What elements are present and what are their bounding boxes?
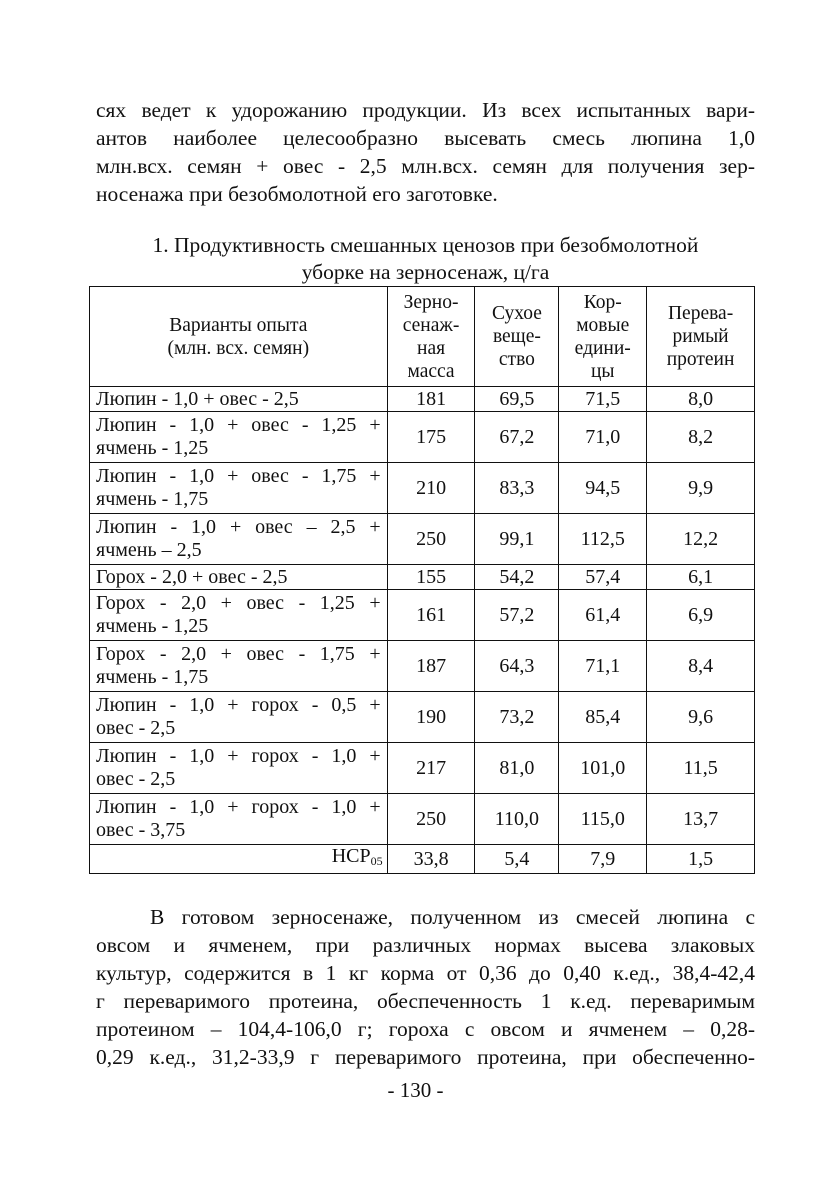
header-units-line: мовые [576, 314, 630, 336]
variant-line: овес - 2,5 [96, 768, 176, 790]
header-protein [647, 287, 755, 387]
variant-line: Горох - 2,0 + овес - 1,75 + [96, 643, 381, 665]
protein-cell: 8,4 [647, 641, 755, 692]
units-cell: 71,0 [559, 412, 647, 463]
mass-cell: 187 [387, 641, 475, 692]
header-dry-line: ство [498, 349, 535, 370]
variant-line: ячмень - 1,25 [96, 437, 209, 459]
dry-cell: 99,1 [475, 514, 559, 565]
table-row [90, 412, 755, 463]
closing-line: В готовом зерносенаже, полученном из смесей люпина с [150, 905, 755, 929]
variant-cell [90, 387, 388, 412]
variant-line: Люпин - 1,0 + горох - 1,0 + [96, 745, 381, 767]
units-cell: 57,4 [559, 565, 647, 590]
dry-cell: 110,0 [475, 794, 559, 845]
variant-line: Люпин - 1,0 + горох - 0,5 + [96, 694, 381, 716]
caption-line-2: уборке на зерносенаж, ц/га [301, 260, 550, 284]
hsr-protein-cell: 1,5 [647, 845, 755, 874]
hsr-label: НСР [331, 845, 371, 867]
variant-line: ячмень - 1,75 [96, 488, 209, 510]
units-cell: 115,0 [559, 794, 647, 845]
table-row [90, 692, 755, 743]
header-dry [475, 287, 559, 387]
header-dry-line: веще- [492, 326, 541, 347]
mass-cell: 210 [387, 463, 475, 514]
units-cell: 71,1 [559, 641, 647, 692]
table-row [90, 565, 755, 590]
closing-line: овсом и ячменем, при различных нормах высева злаковых [96, 933, 755, 957]
header-protein-line: Перева- [667, 303, 734, 324]
variant-cell [90, 692, 388, 743]
closing-paragraph [96, 903, 755, 1071]
protein-cell: 9,6 [647, 692, 755, 743]
hsr-units-cell: 7,9 [559, 845, 647, 874]
units-cell: 94,5 [559, 463, 647, 514]
variant-line: Люпин - 1,0 + горох - 1,0 + [96, 796, 381, 818]
table-row [90, 463, 755, 514]
header-units [559, 287, 647, 387]
closing-line: 0,29 к.ед., 31,2-33,9 г переваримого протеина, при обеспеченно- [96, 1045, 755, 1069]
dry-cell: 57,2 [475, 590, 559, 641]
variant-cell [90, 641, 388, 692]
header-mass-line: сенаж- [402, 314, 460, 336]
table-row [90, 641, 755, 692]
dry-cell: 73,2 [475, 692, 559, 743]
header-mass [387, 287, 475, 387]
dry-cell: 54,2 [475, 565, 559, 590]
hsr-dry-cell: 5,4 [475, 845, 559, 874]
table-row [90, 743, 755, 794]
closing-line: культур, содержится в 1 кг корма от 0,36 до 0,40 к.ед., 38,4-42,4 [96, 961, 755, 985]
variant-cell [90, 794, 388, 845]
variant-line: овес - 3,75 [96, 819, 186, 841]
mass-cell: 155 [387, 565, 475, 590]
header-units-line: цы [590, 360, 615, 382]
variant-cell [90, 590, 388, 641]
protein-cell: 8,0 [647, 387, 755, 412]
table-row [90, 590, 755, 641]
header-dry-line: Сухое [491, 303, 542, 324]
header-variant [90, 287, 388, 387]
dry-cell: 83,3 [475, 463, 559, 514]
hsr-subscript: 05 [370, 854, 383, 868]
variant-cell [90, 565, 388, 590]
variant-line: Люпин - 1,0 + овес - 2,5 [96, 387, 299, 410]
variant-cell [90, 412, 388, 463]
variant-line: ячмень – 2,5 [96, 539, 202, 561]
dry-cell: 69,5 [475, 387, 559, 412]
variant-line: Люпин - 1,0 + овес - 1,75 + [96, 465, 381, 487]
variant-cell [90, 514, 388, 565]
variant-line: Люпин - 1,0 + овес – 2,5 + [96, 516, 381, 538]
variant-line: Горох - 2,0 + овес - 1,25 + [96, 592, 381, 614]
header-variant-line: (млн. всх. семян) [167, 337, 310, 359]
variant-cell [90, 463, 388, 514]
mass-cell: 175 [387, 412, 475, 463]
variant-line: ячмень - 1,25 [96, 615, 209, 637]
variant-cell [90, 743, 388, 794]
closing-line: г переваримого протеина, обеспеченность 1 к.ед. переваримым [96, 989, 755, 1013]
mass-cell: 161 [387, 590, 475, 641]
intro-line: сях ведет к удорожанию продукции. Из всех испытанных вари- [96, 98, 755, 122]
closing-line: протеином – 104,4-106,0 г; гороха с овсом и ячменем – 0,28- [96, 1017, 755, 1041]
variant-line: овес - 2,5 [96, 717, 176, 739]
units-cell: 112,5 [559, 514, 647, 565]
units-cell: 61,4 [559, 590, 647, 641]
header-protein-line: римый [672, 326, 729, 347]
protein-cell: 12,2 [647, 514, 755, 565]
protein-cell: 9,9 [647, 463, 755, 514]
table-row [90, 514, 755, 565]
table-header-row [90, 287, 755, 387]
intro-line: носенажа при безобмолотной его заготовке. [96, 182, 498, 206]
mass-cell: 181 [387, 387, 475, 412]
hsr-label-cell [90, 845, 388, 874]
protein-cell: 13,7 [647, 794, 755, 845]
header-units-line: Кор- [583, 291, 622, 313]
header-mass-line: ная [417, 337, 446, 359]
header-variant-line: Варианты опыта [169, 314, 308, 336]
variant-line: Горох - 2,0 + овес - 2,5 [96, 565, 288, 588]
intro-paragraph [96, 96, 755, 208]
header-mass-line: Зерно- [403, 291, 459, 313]
header-protein-line: протеин [666, 349, 735, 370]
protein-cell: 6,1 [647, 565, 755, 590]
variant-line: ячмень - 1,75 [96, 666, 209, 688]
protein-cell: 11,5 [647, 743, 755, 794]
page-number: - 130 - [387, 1078, 444, 1102]
hsr-row [90, 845, 755, 874]
protein-cell: 8,2 [647, 412, 755, 463]
caption-line-1: 1. Продуктивность смешанных ценозов при безобмолотной [152, 233, 699, 257]
units-cell: 101,0 [559, 743, 647, 794]
hsr-mass-cell: 33,8 [387, 845, 475, 874]
dry-cell: 81,0 [475, 743, 559, 794]
dry-cell: 64,3 [475, 641, 559, 692]
units-cell: 71,5 [559, 387, 647, 412]
table-row [90, 794, 755, 845]
header-units-line: едини- [574, 337, 631, 359]
table-caption [96, 232, 755, 286]
units-cell: 85,4 [559, 692, 647, 743]
dry-cell: 67,2 [475, 412, 559, 463]
intro-line: млн.всх. семян + овес - 2,5 млн.всх. семян для получения зер- [96, 154, 755, 178]
productivity-table [89, 286, 755, 874]
protein-cell: 6,9 [647, 590, 755, 641]
mass-cell: 250 [387, 794, 475, 845]
header-mass-line: масса [407, 360, 455, 382]
intro-line: антов наиболее целесообразно высевать смесь люпина 1,0 [96, 126, 755, 150]
mass-cell: 190 [387, 692, 475, 743]
mass-cell: 250 [387, 514, 475, 565]
table-row [90, 387, 755, 412]
variant-line: Люпин - 1,0 + овес - 1,25 + [96, 414, 381, 436]
mass-cell: 217 [387, 743, 475, 794]
